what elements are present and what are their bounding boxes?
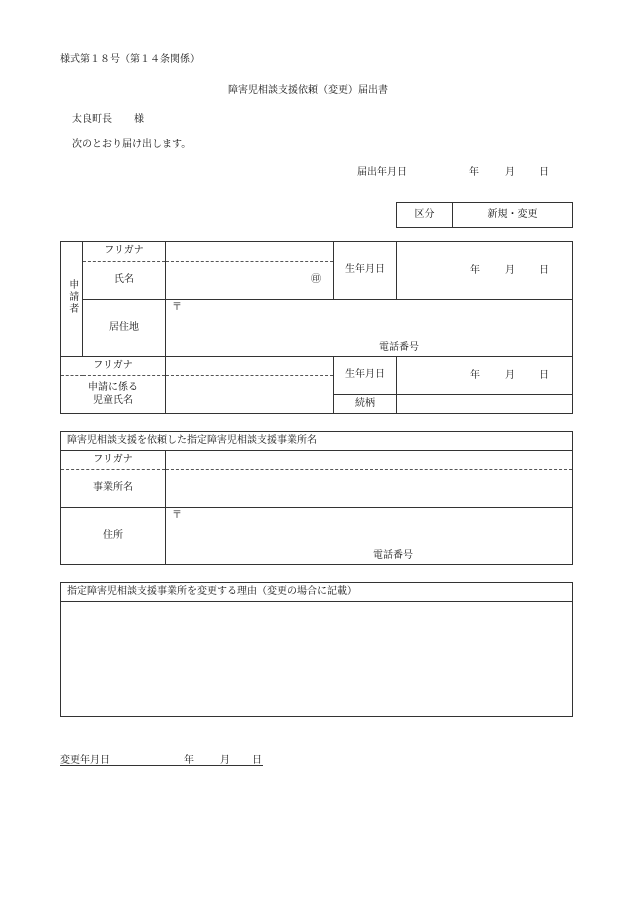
child-birth-field[interactable] (397, 357, 573, 395)
notification-date-year: 年 (469, 167, 479, 178)
applicant-birth-label: 生年月日 (334, 242, 397, 300)
category-value[interactable]: 新規・変更 (453, 203, 573, 228)
change-date-label: 変更年月日 (60, 755, 110, 766)
office-furigana-label: フリガナ (61, 451, 166, 470)
applicant-name-field[interactable] (166, 262, 334, 300)
change-date-day: 日 (252, 755, 262, 766)
applicant-birth-field[interactable] (397, 242, 573, 300)
office-furigana-field[interactable] (166, 451, 573, 470)
office-address-field[interactable] (166, 508, 573, 565)
child-birth-label: 生年月日 (334, 357, 397, 395)
office-phone-label: 電話番号 (373, 550, 413, 561)
child-name-label (61, 376, 166, 414)
child-birth-year: 年 (470, 369, 480, 381)
applicant-name-label: 氏名 (83, 262, 166, 300)
child-relationship-field[interactable] (397, 395, 573, 414)
intro-text: 次のとおり届け出します。 (72, 139, 192, 150)
child-name-label-line2: 児童氏名 (93, 394, 133, 406)
addressee (72, 110, 144, 125)
office-name-field[interactable] (166, 470, 573, 508)
applicant-table (60, 241, 573, 414)
office-postal-mark: 〒 (172, 510, 182, 521)
reason-header: 指定障害児相談支援事業所を変更する理由（変更の場合に記載） (61, 583, 573, 602)
applicant-address-field[interactable] (166, 300, 573, 357)
child-furigana-field[interactable] (166, 357, 334, 376)
notification-date-day: 日 (539, 167, 549, 178)
applicant-group-label: 申請者 (61, 242, 83, 357)
seal-mark: ㊞ (311, 274, 321, 286)
applicant-address-label: 居住地 (83, 300, 166, 357)
applicant-birth-year: 年 (470, 264, 480, 276)
child-birth-day: 日 (539, 369, 549, 381)
applicant-furigana-field[interactable] (166, 242, 334, 262)
notification-date-label: 届出年月日 (357, 167, 407, 178)
office-header: 障害児相談支援を依頼した指定障害児相談支援事業所名 (61, 432, 573, 451)
office-name-label: 事業所名 (61, 470, 166, 508)
child-relationship-label: 続柄 (334, 395, 397, 414)
addressee-honorific: 様 (134, 114, 144, 125)
page-title: 障害児相談支援依頼（変更）届出書 (228, 85, 388, 96)
form-number: 様式第１８号（第１４条関係） (60, 54, 200, 65)
applicant-phone-label: 電話番号 (379, 342, 419, 353)
office-table (60, 431, 573, 565)
change-date-line[interactable] (60, 751, 263, 766)
applicant-postal-mark: 〒 (172, 302, 182, 313)
reason-table (60, 582, 573, 717)
child-furigana-label: フリガナ (61, 357, 166, 376)
child-name-field[interactable] (166, 376, 334, 414)
office-address-label: 住所 (61, 508, 166, 565)
category-label: 区分 (397, 203, 453, 228)
change-date-month: 月 (220, 755, 230, 766)
notification-date-month: 月 (505, 167, 515, 178)
change-date-year: 年 (184, 755, 194, 766)
applicant-furigana-label: フリガナ (83, 242, 166, 262)
child-name-label-line1: 申請に係る (88, 382, 138, 393)
applicant-birth-day: 日 (539, 264, 549, 276)
child-birth-month: 月 (505, 369, 515, 381)
reason-field[interactable] (61, 602, 573, 717)
applicant-birth-month: 月 (505, 264, 515, 276)
addressee-town: 太良町長 (72, 114, 112, 125)
category-box (396, 202, 573, 228)
